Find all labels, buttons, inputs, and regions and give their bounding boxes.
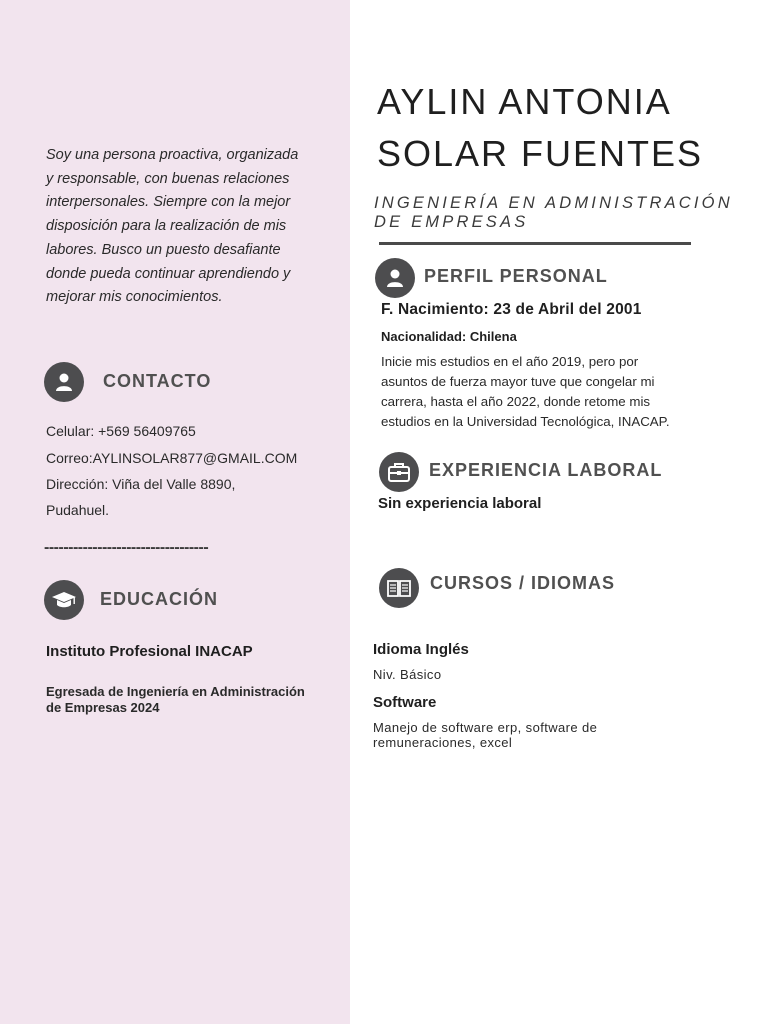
experience-text: Sin experiencia laboral xyxy=(378,495,542,512)
graduation-cap-icon xyxy=(44,580,84,620)
career-title: INGENIERÍA EN ADMINISTRACIÓN DE EMPRESAS xyxy=(374,194,733,231)
course-desc: Niv. Básico xyxy=(373,667,442,682)
page-title: AYLIN ANTONIA SOLAR FUENTES xyxy=(377,81,704,174)
contact-phone: Celular: +569 56409765 xyxy=(46,423,196,439)
contact-address-city: Pudahuel. xyxy=(46,502,110,518)
user-icon xyxy=(44,362,84,402)
briefcase-icon xyxy=(379,452,419,492)
user-icon xyxy=(375,258,415,298)
courses-title: CURSOS / IDIOMAS xyxy=(430,573,616,593)
divider: ---------------------------------- xyxy=(44,539,209,556)
profile-title: PERFIL PERSONAL xyxy=(424,266,608,286)
birth-date: F. Nacimiento: 23 de Abril del 2001 xyxy=(381,301,642,318)
course-title: Idioma Inglés xyxy=(373,641,469,658)
education-title: EDUCACIÓN xyxy=(100,589,219,609)
course-title: Software xyxy=(373,694,437,711)
contact-address: Dirección: Viña del Valle 8890, xyxy=(46,476,236,492)
header-divider xyxy=(379,242,691,245)
profile-text: Inicie mis estudios en el año 2019, pero por asuntos de fuerza mayor tuve que congelar mi carrera, hasta el año 2022, donde retome mis estudios en la Universidad Tecnológica, INACAP. xyxy=(381,354,670,429)
experience-title: EXPERIENCIA LABORAL xyxy=(429,460,663,480)
book-icon xyxy=(379,568,419,608)
about-text: Soy una persona proactiva, organizada y responsable, con buenas relaciones interpersonales. Siempre con la mejor disposición para la realización de mis labores. Busco un puesto desafiante donde pueda continuar aprendiendo y mejorar mis conocimientos. xyxy=(46,147,299,306)
course-desc: Manejo de software erp, software de remuneraciones, excel xyxy=(373,720,598,750)
education-degree: Egresada de Ingeniería en Administración de Empresas 2024 xyxy=(46,684,305,715)
education-institution: Instituto Profesional INACAP xyxy=(46,643,253,660)
contact-title: CONTACTO xyxy=(103,371,212,391)
nationality: Nacionalidad: Chilena xyxy=(381,329,517,344)
contact-email: Correo:AYLINSOLAR877@GMAIL.COM xyxy=(46,450,298,466)
